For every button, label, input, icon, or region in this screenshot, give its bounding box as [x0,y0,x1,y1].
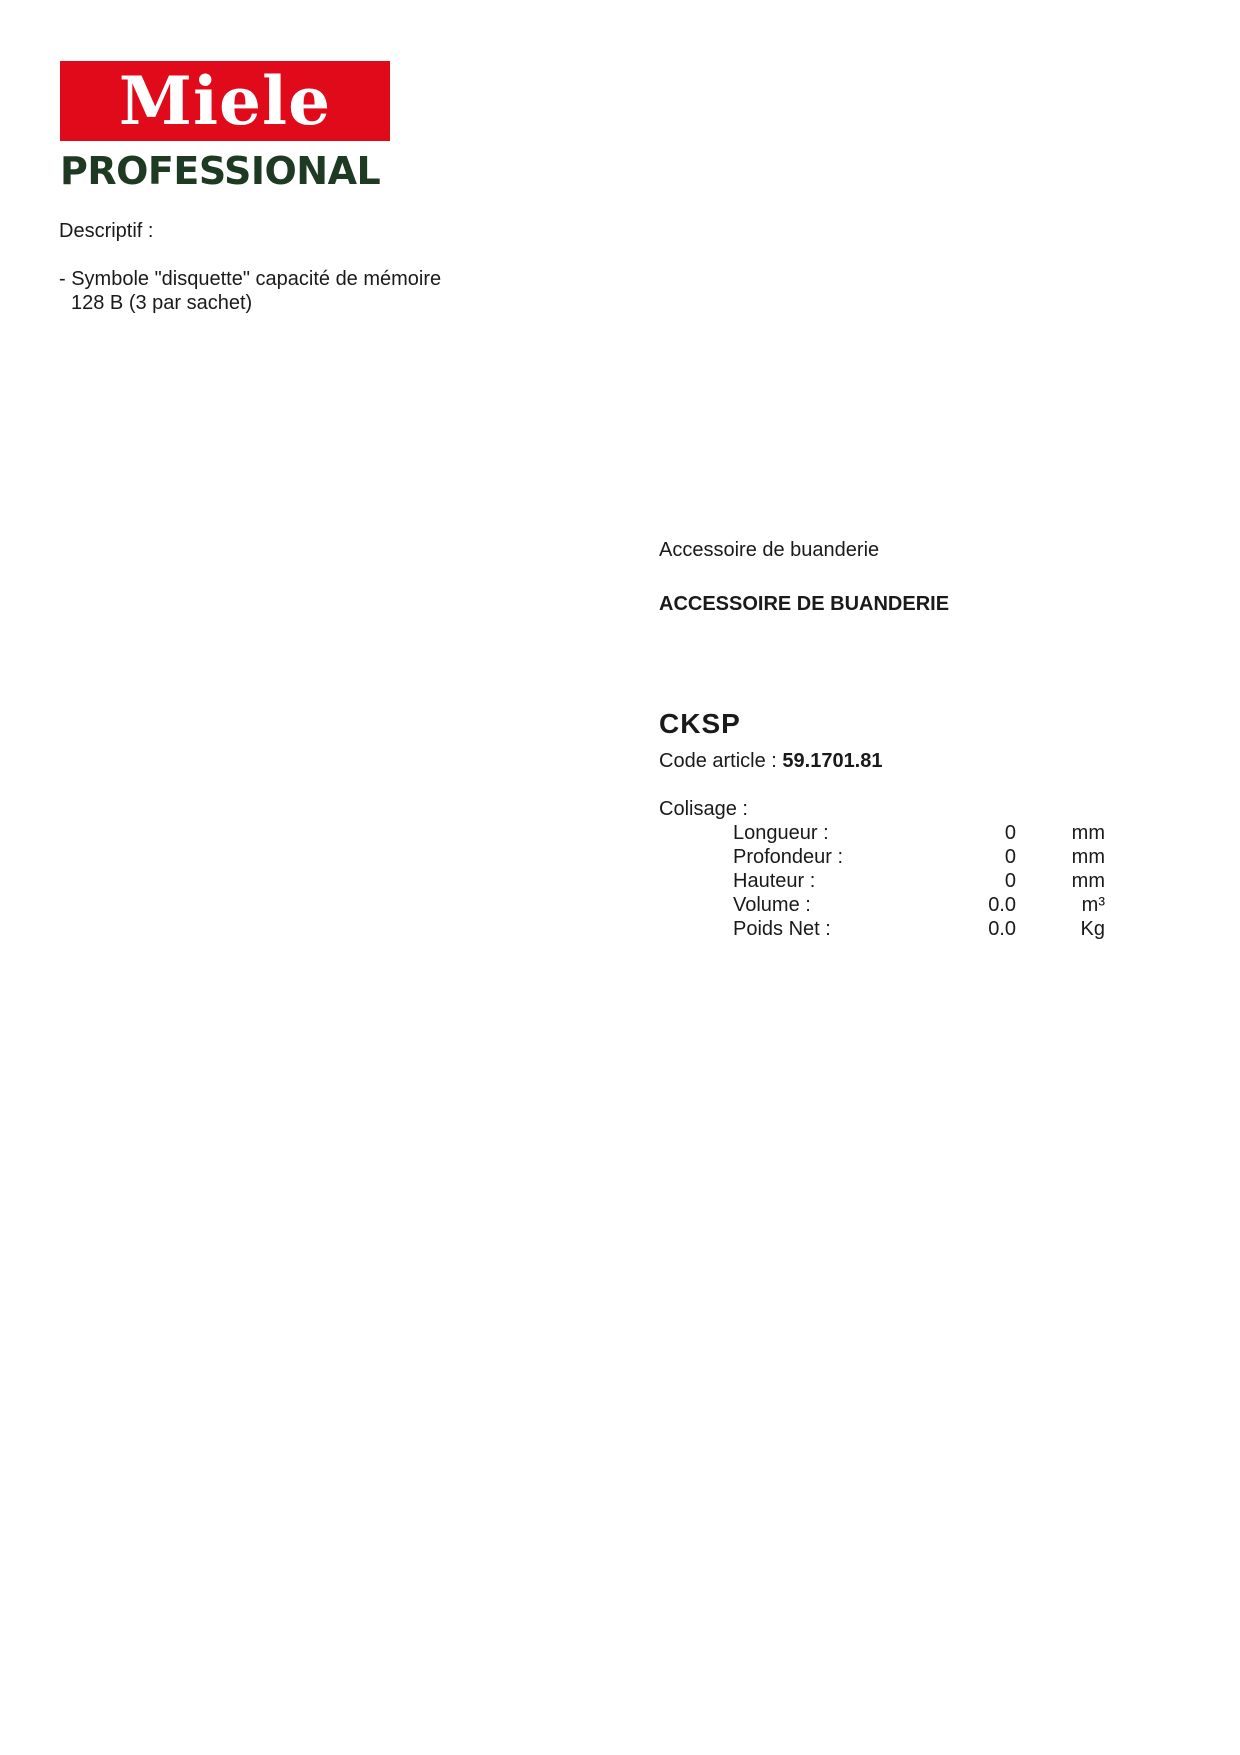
article-code-label: Code article : [659,750,783,772]
packaging-row-value: 0 [1004,822,1016,844]
packaging-label: Colisage : [659,798,748,820]
packaging-row-volume [733,893,1105,917]
packaging-row-label: Hauteur : [733,870,816,892]
packaging-row-net-weight [733,917,1105,941]
packaging-row-value: 0.0 [988,894,1016,916]
packaging-row-length [733,821,1105,845]
logo-brand-text: Miele [118,62,332,140]
packaging-row-label: Poids Net : [733,918,831,940]
packaging-row-value: 0.0 [988,918,1016,940]
packaging-row-label: Longueur : [733,822,829,844]
packaging-table [733,821,1105,941]
packaging-row-depth [733,845,1105,869]
packaging-row-label: Volume : [733,894,811,916]
description-label: Descriptif : [59,220,154,242]
product-category: Accessoire de buanderie [659,539,880,561]
logo-red-band [60,61,390,141]
article-code-row [659,749,883,773]
article-code-value: 59.1701.81 [782,750,883,772]
packaging-row-unit: mm [1071,846,1105,868]
packaging-row-value: 0 [1004,846,1016,868]
logo-professional-text: PROFESSIONAL [60,149,381,193]
packaging-row-unit: mm [1071,822,1105,844]
packaging-row-unit: Kg [1080,918,1105,940]
description-line-1: - Symbole "disquette" capacité de mémoire [59,268,442,290]
packaging-row-unit: mm [1071,870,1105,892]
product-model: CKSP [659,708,741,739]
product-category-heading: ACCESSOIRE DE BUANDERIE [659,593,950,615]
packaging-row-height [733,869,1105,893]
packaging-row-value: 0 [1004,870,1016,892]
description-line-2: 128 B (3 par sachet) [71,292,253,314]
packaging-row-unit: m³ [1081,894,1105,916]
packaging-row-label: Profondeur : [733,846,844,868]
miele-professional-logo [60,61,390,193]
